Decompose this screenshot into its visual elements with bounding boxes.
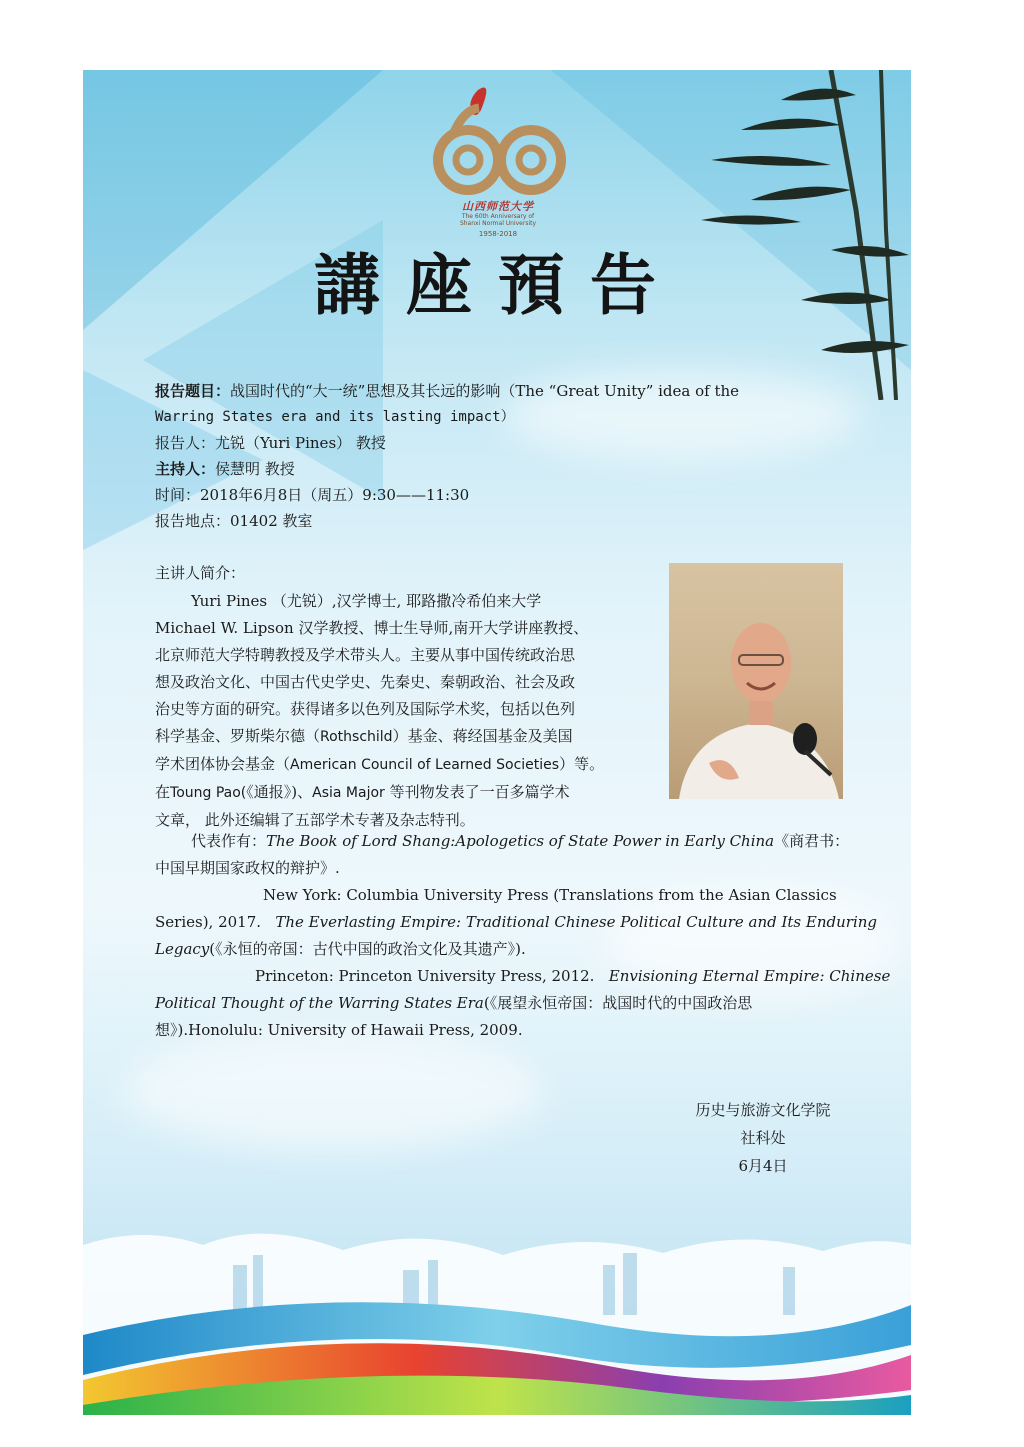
organizer-college: 历史与旅游文化学院 <box>695 1101 831 1119</box>
bio-text: Toung Pao( <box>170 785 247 801</box>
topic-label: 报告题目： <box>155 382 231 400</box>
works-line: 中国早期国家政权的辩护》. <box>155 859 340 877</box>
bottom-decoration <box>83 1215 911 1415</box>
speaker-label: 报告人： <box>155 434 216 452</box>
work-publisher: Series), 2017. <box>155 913 262 931</box>
bio-line: 文章， 此外还编辑了五部学术专著及杂志特刊。 <box>155 811 475 829</box>
bio-line: Yuri Pines （尤锐）,汉学博士, 耶路撒冷希伯来大学 <box>191 592 542 610</box>
logo-university-en: Shanxi Normal University <box>459 220 537 227</box>
bamboo-decoration <box>681 70 911 400</box>
topic-value-line2: Warring States era and its lasting impact） <box>155 409 515 425</box>
speaker-value: 尤锐（Yuri Pines） 教授 <box>215 434 386 452</box>
work-title: Envisioning Eternal Empire: Chinese <box>608 967 891 985</box>
logo-years: 1958-2018 <box>478 230 518 238</box>
works-line <box>155 963 891 990</box>
host-value: 侯慧明 教授 <box>215 460 295 478</box>
representative-works <box>155 828 891 1044</box>
work-title: The Book of Lord Shang:Apologetics of State Power in Early China <box>266 832 775 850</box>
work-title-cn: (《永恒的帝国：古代中国的政治文化及其遗产》). <box>209 940 526 958</box>
bio-text: 《通报》)、 <box>246 783 313 801</box>
sixty-anniversary-emblem <box>423 80 573 198</box>
bio-line: 治史等方面的研究。获得诸多以色列及国际学术奖，包括以色列 <box>155 700 576 718</box>
time-value: 2018年6月8日（周五）9:30——11:30 <box>200 486 470 504</box>
work-title: Legacy <box>155 940 210 958</box>
works-line: 想》).Honolulu: University of Hawaii Press, 2009. <box>155 1021 523 1039</box>
work-title: The Everlasting Empire: Traditional Chinese Political Culture and Its Enduring <box>275 913 877 931</box>
work-title: Political Thought of the Warring States Era <box>155 994 484 1012</box>
work-publisher: Princeton: Princeton University Press, 2012. <box>255 967 595 985</box>
works-line <box>155 936 885 963</box>
bio-line <box>155 723 655 751</box>
bio-text: Asia Major <box>312 785 385 801</box>
venue-label: 报告地点： <box>155 512 231 530</box>
poster <box>83 70 911 1415</box>
logo-university-name: 山西师范大学 <box>462 200 534 213</box>
logo-anniversary-text <box>423 213 573 227</box>
bio-text: 学术团体协会基金（ <box>155 755 291 773</box>
work-title-cn: (《展望永恒帝国：战国时代的中国政治思 <box>483 994 753 1012</box>
bio-line: Michael W. Lipson 汉学教授、博士生导师,南开大学讲座教授、 <box>155 619 589 637</box>
logo-anniversary-line: The 60th Anniversary of <box>461 213 535 220</box>
bio-line: 北京师范大学特聘教授及学术带头人。主要从事中国传统政治思 <box>155 646 576 664</box>
topic-value: 战国时代的“大一统”思想及其长远的影响（The “Great Unity” idea of the <box>230 382 740 400</box>
organizer-office: 社科处 <box>740 1129 786 1147</box>
bio-text: 在 <box>155 783 171 801</box>
speaker-photo <box>669 563 843 799</box>
organizer-signature <box>643 1096 883 1180</box>
venue-value: 01402 教室 <box>230 512 313 530</box>
bg-cloud <box>123 1030 543 1150</box>
works-line <box>155 828 885 855</box>
speaker-portrait <box>669 563 843 799</box>
lecture-info <box>155 378 875 534</box>
bio-text: Rothschild <box>320 729 393 745</box>
bio-heading: 主讲人简介： <box>155 564 246 582</box>
university-logo <box>423 80 573 245</box>
bio-line <box>155 779 655 807</box>
works-line <box>155 990 885 1017</box>
poster-title: 講座預告 <box>314 247 682 324</box>
works-line <box>155 909 885 936</box>
bio-text: 等刊物发表了一百多篇学术 <box>384 783 570 801</box>
time-label: 时间： <box>155 486 201 504</box>
speaker-bio <box>155 588 655 834</box>
bio-text: American Council of Learned Societies <box>290 757 560 773</box>
work-title-cn: 《商君书： <box>774 832 850 850</box>
bio-text: ）基金、蒋经国基金及美国 <box>392 727 573 745</box>
host-label: 主持人： <box>155 460 216 478</box>
bio-line: 想及政治文化、中国古代史学史、先秦史、秦朝政治、社会及政 <box>155 673 576 691</box>
issue-date: 6月4日 <box>738 1157 788 1175</box>
bio-text: 科学基金、罗斯柴尔德（ <box>155 727 321 745</box>
bio-line <box>155 751 655 779</box>
bio-text: ）等。 <box>559 755 605 773</box>
works-label: 代表作有： <box>191 832 267 850</box>
works-line: New York: Columbia University Press (Translations from the Asian Classics <box>263 886 837 904</box>
